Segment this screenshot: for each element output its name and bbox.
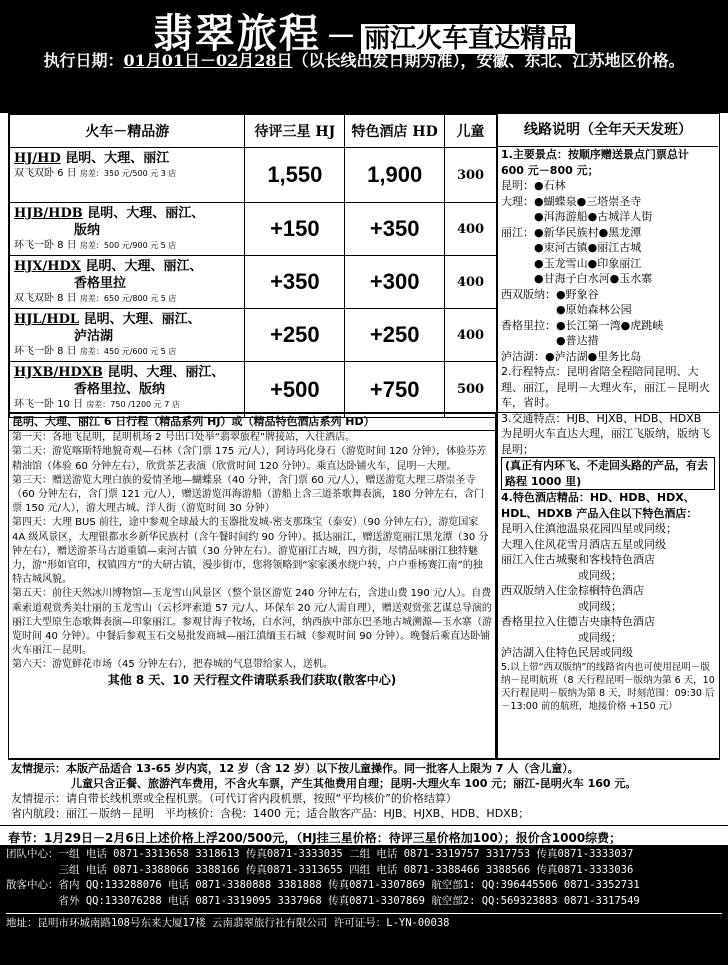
route-notes-title: 线路说明（全年天天发班） <box>498 114 718 147</box>
col-route: 火车－精品游 <box>10 115 245 148</box>
hotel-line: 西双版纳入住金棕榈特色酒店 <box>501 584 644 597</box>
table-row: HJXB/HDXB 昆明、大理、丽江、 香格里拉、版纳 环飞一卧 10 日 房差：750 /1200 元 7 店 +500 +750 500 <box>10 362 497 418</box>
itinerary-day: 第五天：前往天然冰川博物馆—玉龙雪山风景区（整个景区游览 240 分钟左右，含进山费 190 元/人）。自费乘索道观赏秀美壮丽的玉龙雪山（云杉坪索道 57 元/人、环保车 20 元/人需自理），赠送观赏张艺谋总导演的丽江大型原生态歌舞表演—印象丽江。参观甘海子牧场，白水河，纳西族中部东巴圣地古城溯源—玉水寨（游览时间 40 分钟）。中餐后参观玉石交易批发商城—丽江滇缅玉石城（参观时间 90 分钟）。晚餐后乘直达卧铺火车丽江－昆明。 <box>12 588 492 657</box>
col-3star: 待评三星 HJ <box>245 115 345 148</box>
itinerary-day: 第三天：赠送游览大理白族的爱情圣地—蝴蝶泉（40 分钟，含门票 60 元/人），赠送游览大理三塔崇圣寺（60 分钟左右，含门票 121 元/人），赠送游览洱海游船（游船上含三道茶歌舞表演，180 分钟左右，含门票 150 元/人），游大理古城、洋人街（游览时间 30 分钟） <box>12 474 484 515</box>
sight-line: ●普达措 <box>501 334 599 347</box>
tip-line: 友情提示：请自带长线机票或全程机票。（可代订省内段机票，按照“平均核价”的价格结算） <box>11 792 457 805</box>
itinerary-day: 第四天：大理 BUS 前往，途中参观全球最大的玉器批发城-密支那珠宝（泰安）（90 分钟左右），游览国家 4A 级风景区，大理银都水乡新华民族村（含午餐时间约 90 分钟）。抵达丽江，赠送游览丽江黑龙潭（30 分钟左右），赠送游茶马古道重镇—束河古镇（30 分钟左右）。游览丽江古城，四方街，尽情品味丽江独特魅力，游“形如官印，权镇四方”的大研古镇，漫步街市，您将领略到“家家溪水绕户转，户户垂杨赛江南”的独特古城风貌。 <box>12 517 489 586</box>
itinerary-day: 第一天：各地飞昆明，昆明机场 2 号出口处举“翡翠旅程”牌接站，入住酒店。 <box>12 432 356 444</box>
sight-line: ●玉龙雪山●印象丽江 <box>501 256 642 270</box>
notice-dates: 01月01日－02月28日 <box>123 51 293 70</box>
table-row: HJX/HDX 昆明、大理、丽江、 香格里拉 双飞双卧 8 日 房差：650 元/800 元 5 店 +350 +300 400 <box>10 256 497 309</box>
header-banner <box>0 0 728 75</box>
contact-line: 省外 QQ:133076288 电话 0871-3319095 3337968 传真0871-3307869 航空部2: QQ:569323883 0871-3317549 <box>6 894 640 907</box>
sight-line: 大理：●蝴蝶泉●三塔崇圣寺 <box>501 194 642 208</box>
trip-features: 2.行程特点：昆明省陪全程陪同昆明、大理、丽江，昆明－大理火车，丽江－昆明火车，省时。 <box>501 365 710 409</box>
execution-notice: 执行日期：01月01日－02月28日（以长线出发日期为准），安徽、东北、江苏地区价格。 <box>43 51 685 70</box>
tip-line: 儿童只含正餐、旅游汽车费用，不含火车票，产生其他费用自理；昆明-大理火车 100 元；丽江-昆明火车 160 元。 <box>71 777 637 790</box>
route-notes-panel: 线路说明（全年天天发班） 1.主要景点：按顺序赠送景点门票总计 600 元－800 元； 昆明：●石林 大理：●蝴蝶泉●三塔崇圣寺 ●洱海游船●古城洋人街 丽江：●新华民族村●黑龙潭 ●束河古镇●丽江古城 ●玉龙雪山●印象丽江 ●甘海子白水河●玉水寨 西双版纳：●野象谷 ●原始森林公园 香格里拉：●长江第一湾●虎跳峡 ●普达措 泸沽湖：●泸沽湖●里务比岛 2.行程特点：昆明省陪全程陪同昆明、大理、丽江，昆明－大理火车，丽江－昆明火车，省时。 3.交通特点：HJB、HJXB、HDB、HDXB 为昆明火车直达大理，丽江飞版纳，版纳飞昆明； (真正有内环飞、不走回头路的产品，有去路程 1000 里) 4.特色酒店精品：HD、HDB、HDX、HDL、HDXB 产品入住以下特色酒店： 昆明入住滇池温泉花园四星或同级； 大理入住风花雪月酒店五星或同级 丽江入住古城聚和客栈特色酒店 或同级； 西双版纳入住金棕榈特色酒店 或同级； 香格里拉入住德吉央康特色酒店 或同级； 泸沽湖入住特色民居或同级 5.以上带“西双版纳”的线路省内也可使用昆明－版纳－昆明航班（8 天行程昆明－版纳为第 6 天，10 天行程昆明－版纳为第 8 天，时刻范围：09:30 后－13:00 前的航班，地接价格 +150 元） <box>496 113 720 759</box>
contact-line: 散客中心：省内 QQ:133288076 电话 0871-3380888 3381888 传真0871-3307869 航空部1: QQ:396445506 0871-3352731 <box>6 879 640 891</box>
sight-line: 昆明：●石林 <box>501 179 566 192</box>
col-kid: 儿童 <box>445 115 497 148</box>
hotel-line: 昆明入住滇池温泉花园四星或同级； <box>501 522 677 535</box>
sight-line: ●原始森林公园 <box>501 303 632 316</box>
price-table <box>9 114 497 418</box>
itinerary-day: 第六天：游览鲜花市场（45 分钟左右），把春城的气息带给家人，送机。 <box>12 659 333 671</box>
tip-line: 友情提示：本版产品适合 13-65 岁内宾，12 岁（含 12 岁）以下按儿童操作。同一批客人上限为 7 人（含儿童）。 <box>11 762 579 775</box>
hotel-line: 香格里拉入住德吉央康特色酒店 <box>501 615 655 628</box>
sight-line: 西双版纳：●野象谷 <box>501 287 599 301</box>
header-notice-band <box>0 75 728 113</box>
hotel-features: 4.特色酒店精品：HD、HDB、HDX、HDL、HDXB 产品入住以下特色酒店： <box>501 491 698 520</box>
brand-name: 翡翠旅程 <box>152 10 321 57</box>
table-row: HJL/HDL 昆明、大理、丽江、 泸沽湖 环飞一卧 8 日 房差：450 元/600 元 5 店 +250 +250 400 <box>10 309 497 362</box>
itinerary-day: 第二天：游览喀斯特地貌奇观—石林（含门票 175 元/人），阿诗玛化身石（游览时间 120 分钟），体验芬芳精油馆（体验 60 分钟左右），欣赏茶艺表演（欣赏时间 120 分钟）。乘直达卧铺火车，昆明－大理。 <box>12 446 487 472</box>
subtitle: 丽江火车直达精品 <box>361 24 575 54</box>
hotel-line: 或同级； <box>501 630 622 644</box>
contact-line: 团队中心：一组 电话 0871-3313658 3318613 传真0871-3333035 二组 电话 0871-3319757 3317753 传真0871-3333037 <box>6 848 634 860</box>
col-hotel: 特色酒店 HD <box>345 115 445 148</box>
contact-footer <box>0 845 728 965</box>
spring-festival-note: 春节：1月29日－2月6日上述价格上浮200/500元，（HJ挂三星价格：待评三星价格加100）；报价含1000综费； <box>0 825 728 849</box>
sight-line: 丽江：●新华民族村●黑龙潭 <box>501 225 642 239</box>
contact-line: 三组 电话 0871-3388066 3388166 传真0871-3313655 四组 电话 0871-3388466 3388566 传真0871-3333036 <box>6 863 634 876</box>
sight-line: ●甘海子白水河●玉水寨 <box>501 272 653 285</box>
table-row: HJ/HD 昆明、大理、丽江 双飞双卧 6 日 房差：350 元/500 元 3 店 1,550 1,900 300 <box>10 148 497 203</box>
itinerary-footer: 其他 8 天、10 天行程文件请联系我们获取(散客中心) <box>107 672 397 687</box>
page-title: 翡翠旅程 － 丽江火车直达精品 <box>0 2 728 59</box>
table-row: HJB/HDB 昆明、大理、丽江、 版纳 环飞一卧 8 日 房差：500 元/900 元 5 店 +150 +350 400 <box>10 203 497 256</box>
hotel-line: 丽江入住古城聚和客栈特色酒店 <box>501 553 655 566</box>
sight-line: 香格里拉：●长江第一湾●虎跳峡 <box>501 318 664 332</box>
itinerary-title: 昆明、大理、丽江 6 日行程（精品系列 HJ）或（精品特色酒店系列 HD） <box>9 414 495 431</box>
hotel-line: 大理入住风花雪月酒店五星或同级 <box>501 537 666 551</box>
sight-line: ●洱海游船●古城洋人街 <box>501 210 653 223</box>
sight-line: ●束河古镇●丽江古城 <box>501 241 642 254</box>
sight-line: 泸沽湖：●泸沽湖●里务比岛 <box>501 349 642 363</box>
hotel-line: 或同级； <box>501 599 622 613</box>
flight-note: 5.以上带“西双版纳”的线路省内也可使用昆明－版纳－昆明航班（8 天行程昆明－版纳为第 6 天，10 天行程昆明－版纳为第 8 天，时刻范围：09:30 后－13:00 前的航班，地接价格 +150 元） <box>501 661 715 712</box>
transport-features: 3.交通特点：HJB、HJXB、HDB、HDXB 为昆明火车直达大理，丽江飞版纳，版纳飞昆明； <box>501 411 710 456</box>
tip-line: 省内航段：丽江－版纳－昆明 平均核价：含税：1400 元；适合散客产品：HJB、HJXB、HDB、HDXB； <box>11 807 530 820</box>
hotel-line: 或同级； <box>501 568 622 582</box>
hotel-line: 泸沽湖入住特色民居或同级 <box>501 646 633 659</box>
itinerary <box>8 413 496 759</box>
address-line: 地址：昆明市环城南路108号东来大厦17楼 云南翡翠旅行社有限公司 许可证号：L-YN-00038 <box>6 913 722 932</box>
transport-note: (真正有内环飞、不走回头路的产品，有去路程 1000 里) <box>501 457 715 490</box>
tips-section <box>8 759 720 822</box>
